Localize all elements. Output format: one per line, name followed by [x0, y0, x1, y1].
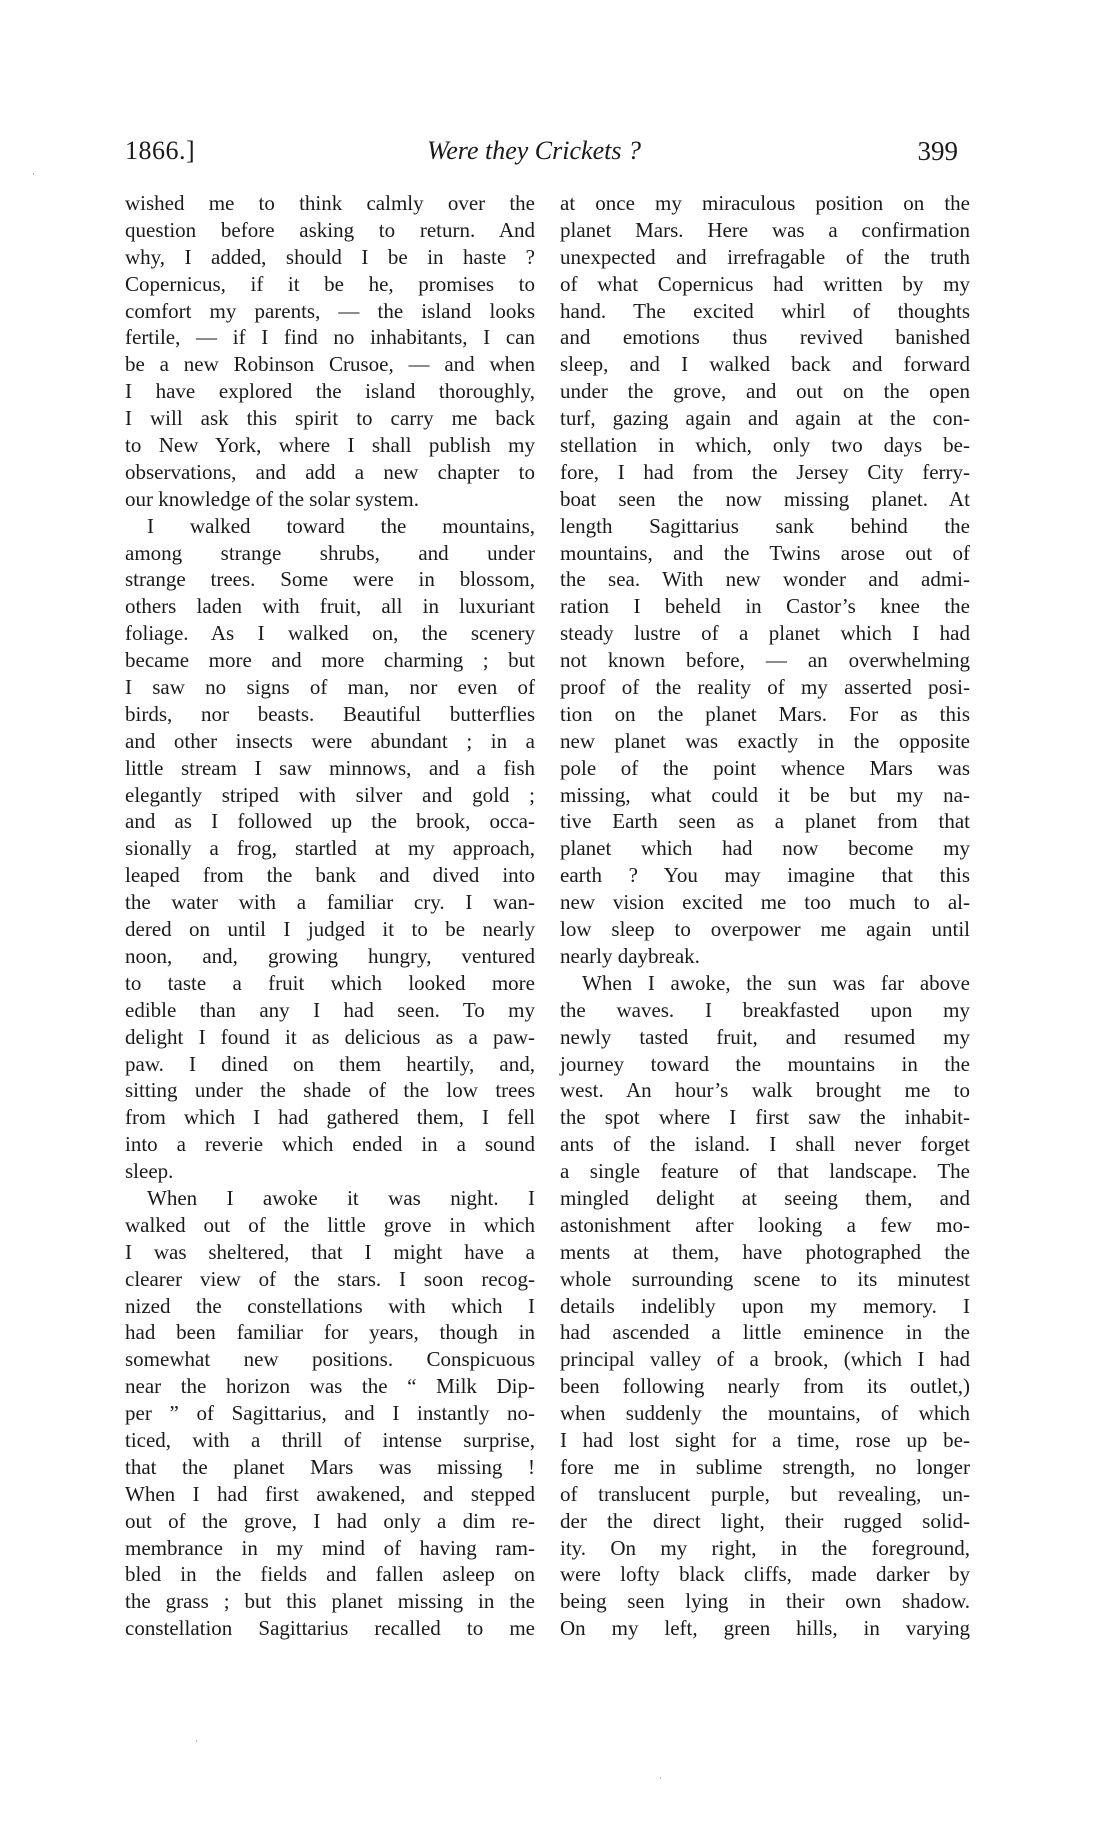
text-line: little stream I saw minnows, and a fish: [125, 755, 535, 780]
text-line: leaped from the bank and dived into: [125, 863, 535, 888]
text-line: had been familiar for years, though in: [125, 1320, 535, 1345]
text-line: walked out of the little grove in which: [125, 1212, 535, 1237]
text-line: under the grove, and out on the open: [560, 379, 970, 404]
text-line: others laden with fruit, all in luxuriant: [125, 594, 535, 619]
text-line: foliage. As I walked on, the scenery: [125, 621, 535, 646]
text-line: that the planet Mars was missing !: [125, 1454, 535, 1479]
text-line: became more and more charming ; but: [125, 648, 535, 673]
text-line: turf, gazing again and again at the con-: [560, 406, 970, 431]
text-line: sleep.: [125, 1159, 174, 1184]
text-line: fore, I had from the Jersey City ferry-: [560, 459, 970, 484]
text-line: and as I followed up the brook, occa-: [125, 809, 535, 834]
text-line: strange trees. Some were in blossom,: [125, 567, 535, 592]
text-line: bled in the fields and fallen asleep on: [125, 1562, 535, 1587]
text-line: pole of the point whence Mars was: [560, 755, 970, 780]
text-line: why, I added, should I be in haste ?: [125, 244, 535, 269]
text-line: and emotions thus revived banished: [560, 325, 970, 350]
text-line: ticed, with a thrill of intense surprise,: [125, 1427, 535, 1452]
text-line: boat seen the now missing planet. At: [560, 486, 970, 511]
text-line: fertile, — if I find no inhabitants, I can: [125, 325, 535, 350]
text-line: noon, and, growing hungry, ventured: [125, 943, 535, 968]
text-line: of translucent purple, but revealing, un-: [560, 1481, 970, 1506]
text-line: our knowledge of the solar system.: [125, 486, 419, 511]
text-line: I walked toward the mountains,: [147, 513, 535, 538]
text-line: being seen lying in their own shadow.: [560, 1589, 970, 1614]
text-line: planet which had now become my: [560, 836, 970, 861]
text-line: newly tasted fruit, and resumed my: [560, 1024, 970, 1049]
text-line: tive Earth seen as a planet from that: [560, 809, 970, 834]
text-line: somewhat new positions. Conspicuous: [125, 1347, 535, 1372]
text-line: ments at them, have photographed the: [560, 1239, 970, 1264]
text-line: when suddenly the mountains, of which: [560, 1401, 970, 1426]
text-line: low sleep to overpower me again until: [560, 917, 970, 942]
text-line: edible than any I had seen. To my: [125, 997, 535, 1022]
text-line: comfort my parents, — the island looks: [125, 298, 535, 323]
text-line: not known before, — an overwhelming: [560, 648, 970, 673]
text-line: whole surrounding scene to its minutest: [560, 1266, 970, 1291]
text-line: delight I found it as delicious as a paw-: [125, 1024, 535, 1049]
text-line: into a reverie which ended in a sound: [125, 1132, 535, 1157]
running-head: [125, 136, 958, 176]
text-line: west. An hour’s walk brought me to: [560, 1078, 970, 1103]
text-line: journey toward the mountains in the: [560, 1051, 970, 1076]
text-line: per ” of Sagittarius, and I instantly no-: [125, 1401, 535, 1426]
text-line: were lofty black cliffs, made darker by: [560, 1562, 970, 1587]
text-line: details indelibly upon my memory. I: [560, 1293, 970, 1318]
text-line: clearer view of the stars. I soon recog-: [125, 1266, 535, 1291]
text-line: der the direct light, their rugged solid-: [560, 1508, 970, 1533]
text-line: sleep, and I walked back and forward: [560, 352, 970, 377]
text-line: I had lost sight for a time, rose up be-: [560, 1427, 970, 1452]
text-line: from which I had gathered them, I fell: [125, 1105, 535, 1130]
text-line: been following nearly from its outlet,): [560, 1374, 970, 1399]
text-line: the waves. I breakfasted upon my: [560, 997, 970, 1022]
text-line: I will ask this spirit to carry me back: [125, 406, 535, 431]
text-line: the sea. With new wonder and admi-: [560, 567, 970, 592]
text-line: stellation in which, only two days be-: [560, 433, 970, 458]
text-line: sionally a frog, startled at my approach,: [125, 836, 535, 861]
text-line: to taste a fruit which looked more: [125, 970, 535, 995]
text-line: When I awoke it was night. I: [147, 1185, 535, 1210]
text-line: When I awoke, the sun was far above: [582, 970, 970, 995]
text-line: mingled delight at seeing them, and: [560, 1185, 970, 1210]
text-line: wished me to think calmly over the: [125, 191, 535, 215]
text-line: birds, nor beasts. Beautiful butterflies: [125, 701, 535, 726]
text-line: paw. I dined on them heartily, and,: [125, 1051, 535, 1076]
text-line: nearly daybreak.: [560, 943, 700, 968]
text-line: question before asking to return. And: [125, 217, 535, 242]
text-line: I saw no signs of man, nor even of: [125, 675, 535, 700]
issue-date: 1866.]: [125, 136, 196, 165]
page-number: 399: [917, 136, 958, 166]
text-line: proof of the reality of my asserted posi-: [560, 675, 970, 700]
text-line: nized the constellations with which I: [125, 1293, 535, 1318]
text-line: the grass ; but this planet missing in the: [125, 1589, 535, 1614]
text-line: I was sheltered, that I might have a: [125, 1239, 535, 1264]
text-line: fore me in sublime strength, no longer: [560, 1454, 970, 1479]
text-line: Copernicus, if it be he, promises to: [125, 271, 535, 296]
text-line: new planet was exactly in the opposite: [560, 728, 970, 753]
text-line: at once my miraculous position on the: [560, 191, 970, 215]
text-line: I have explored the island thoroughly,: [125, 379, 535, 404]
right-column: [560, 190, 970, 1642]
text-line: mountains, and the Twins arose out of: [560, 540, 970, 565]
scan-speck: [660, 1777, 661, 1779]
text-line: a single feature of that landscape. The: [560, 1159, 970, 1184]
text-line: When I had first awakened, and stepped: [125, 1481, 535, 1506]
left-column: [125, 190, 535, 1642]
text-line: length Sagittarius sank behind the: [560, 513, 970, 538]
scan-speck: [196, 1740, 197, 1742]
text-line: out of the grove, I had only a dim re-: [125, 1508, 535, 1533]
text-line: membrance in my mind of having ram-: [125, 1535, 535, 1560]
text-line: ration I beheld in Castor’s knee the: [560, 594, 970, 619]
text-line: principal valley of a brook, (which I had: [560, 1347, 970, 1372]
text-line: near the horizon was the “ Milk Dip-: [125, 1374, 535, 1399]
text-line: elegantly striped with silver and gold ;: [125, 782, 535, 807]
text-line: steady lustre of a planet which I had: [560, 621, 970, 646]
text-line: missing, what could it be but my na-: [560, 782, 970, 807]
text-line: ants of the island. I shall never forget: [560, 1132, 970, 1157]
text-line: new vision excited me too much to al-: [560, 890, 970, 915]
text-line: astonishment after looking a few mo-: [560, 1212, 970, 1237]
text-line: had ascended a little eminence in the: [560, 1320, 970, 1345]
text-line: earth ? You may imagine that this: [560, 863, 970, 888]
scan-speck: [33, 173, 34, 175]
text-line: among strange shrubs, and under: [125, 540, 535, 565]
text-line: observations, and add a new chapter to: [125, 459, 535, 484]
text-line: to New York, where I shall publish my: [125, 433, 535, 458]
text-line: hand. The excited whirl of thoughts: [560, 298, 970, 323]
text-line: On my left, green hills, in varying: [560, 1616, 970, 1641]
text-line: of what Copernicus had written by my: [560, 271, 970, 296]
text-line: dered on until I judged it to be nearly: [125, 917, 535, 942]
text-line: the water with a familiar cry. I wan-: [125, 890, 535, 915]
text-line: ity. On my right, in the foreground,: [560, 1535, 970, 1560]
text-line: planet Mars. Here was a confirmation: [560, 217, 970, 242]
text-line: tion on the planet Mars. For as this: [560, 701, 970, 726]
text-line: and other insects were abundant ; in a: [125, 728, 535, 753]
text-line: unexpected and irrefragable of the truth: [560, 244, 970, 269]
text-line: the spot where I first saw the inhabit-: [560, 1105, 970, 1130]
article-title: Were they Crickets ?: [427, 136, 641, 165]
text-line: sitting under the shade of the low trees: [125, 1078, 535, 1103]
text-line: be a new Robinson Crusoe, — and when: [125, 352, 535, 377]
text-line: constellation Sagittarius recalled to me: [125, 1616, 535, 1641]
